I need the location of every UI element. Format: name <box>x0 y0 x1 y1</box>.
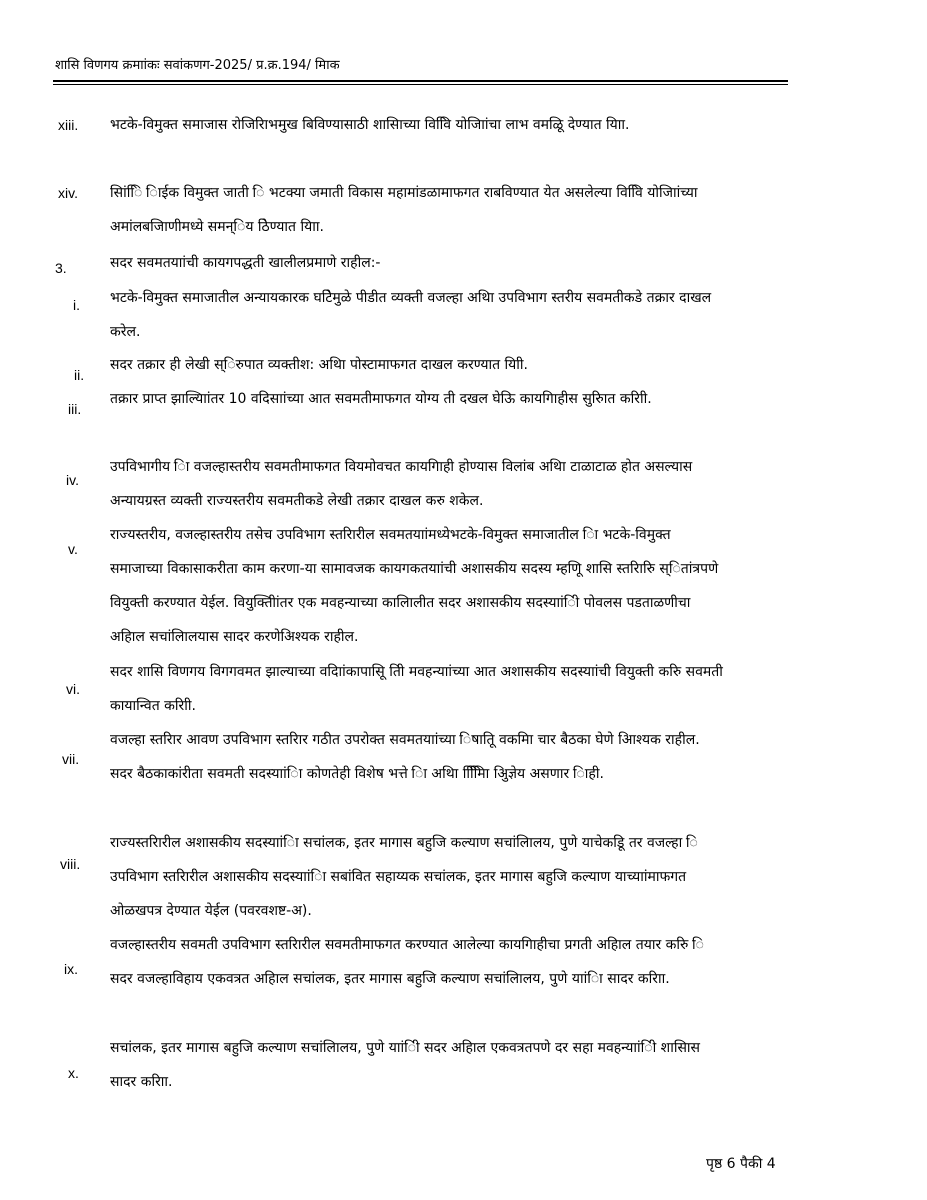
item-number: vii. <box>62 751 80 767</box>
item-text: उपविभागीय िा वजल्हास्तरीय सवमतीमाफगत वियमोवचत कायगिाही होण्यास विलांब अथिा टाळाटाळ होत असल्यास अन्यायग्रस्त व्यक्ती राज्यस्तरीय सवमतीकडे लेखी तक्रार दाखल करु शकेल. <box>110 459 693 509</box>
item-number: vi. <box>66 681 80 697</box>
item-text: भटके-विमुक्त समाजास रोजिरािभमुख बिविण्यासाठी शासिाच्या विविि योजिाांचा लाभ वमळिू देण्यात यािा. <box>110 117 630 133</box>
item-text: सिांिि िाईक विमुक्त जाती ि भटक्या जमाती विकास महामांडळामाफगत राबविण्यात येत असलेल्या विविि योजिाांच्या अमांलबजािणीमध्ये समन्िय ठेिण्यात यािा. <box>110 185 698 235</box>
item-number: iv. <box>66 472 79 488</box>
item-text: सदर सवमतयाांची कायगपद्धती खालीलप्रमाणे राहील:- <box>110 255 381 271</box>
item-number: iii. <box>68 401 82 417</box>
item-number: ix. <box>64 961 78 977</box>
item-text: राज्यस्तरीय, वजल्हास्तरीय तसेच उपविभाग स्तरािरील सवमतयाांमध्येभटके-विमुक्त समाजातील िा भटके-विमुक्त समाजाच्या विकासाकरीता काम करणा-या सामावजक कायगकतयाांची अशासकीय सदस्य म्हणूि शासि स्तरािरुि स्ितांत्रपणे वियुक्ती करण्यात येईल. वियुक्तीिांतर एक मवहन्याच्या कालािलीत सदर अशासकीय सदस्याांिी पोवलस पडताळणीचा अहिाल सचांलिालयास सादर करणेअिश्यक राहील. <box>110 527 719 645</box>
header-divider-thick <box>53 80 788 82</box>
item-number: ii. <box>74 367 85 383</box>
item-text: वजल्हा स्तरािर आवण उपविभाग स्तरािर गठीत उपरोक्त सवमतयाांच्या िषातूि वकमाि चार बैठका घेणे आिश्यक राहील. सदर बैठकाकांरीता सवमती सदस्याांिा कोणतेही विशेष भत्ते िा अथिा मािििि अिुज्ञेय असणार िाही. <box>110 732 700 782</box>
item-number: v. <box>68 541 78 557</box>
page-header-title: शासि विणगय क्रमाांकः सवांकणग-2025/ प्र.क्र.194/ मिाक <box>55 58 340 73</box>
page-number: पृष्ठ 6 पैकी 4 <box>706 1156 776 1172</box>
item-number: 3. <box>55 260 67 276</box>
item-text: सचांलक, इतर मागास बहुजि कल्याण सचांलिालय, पुणे याांिी सदर अहिाल एकवत्रतपणे दर सहा मवहन्याांिी शासिास सादर करािा. <box>110 1040 701 1090</box>
item-text: भटके-विमुक्त समाजातील अन्यायकारक घटिेमुळे पीडीत व्यक्ती वजल्हा अथिा उपविभाग स्तरीय सवमतीकडे तक्रार दाखल करेल. <box>110 290 712 340</box>
item-number: i. <box>73 297 80 313</box>
item-number: xiii. <box>58 117 79 133</box>
item-number: xiv. <box>58 185 78 201</box>
item-text: राज्यस्तरािरील अशासकीय सदस्याांिा सचांलक, इतर मागास बहुजि कल्याण सचांलिालय, पुणे याचेकडूि तर वजल्हा ि उपविभाग स्तरािरील अशासकीय सदस्याांिा सबांवित सहाय्यक सचांलक, इतर मागास बहुजि कल्याण याच्याांमाफगत ओळखपत्र देण्यात येईल (पवरवशष्ट-अ). <box>110 835 698 919</box>
item-number: x. <box>68 1065 79 1081</box>
header-divider-thin <box>53 84 788 85</box>
item-number: viii. <box>60 856 81 872</box>
item-text: वजल्हास्तरीय सवमती उपविभाग स्तरािरील सवमतीमाफगत करण्यात आलेल्या कायगिाहीचा प्रगती अहिाल तयार करुि ि सदर वजल्हाविहाय एकवत्रत अहिाल सचांलक, इतर मागास बहुजि कल्याण सचांलिालय, पुणे याांिा सादर करािा. <box>110 937 704 987</box>
item-text: सदर शासि विणगय विगगवमत झाल्याच्या वदिाांकापासूि तीि मवहन्याांच्या आत अशासकीय सदस्याांची वियुक्ती करुि सवमती कायान्वित करािी. <box>110 664 723 714</box>
item-text: सदर तक्रार ही लेखी स्िरुपात व्यक्तीश: अथिा पोस्टामाफगत दाखल करण्यात यािी. <box>110 357 528 373</box>
item-text: तक्रार प्राप्त झाल्यािांतर 10 वदिसाांच्या आत सवमतीमाफगत योग्य ती दखल घेऊि कायगिाहीस सुरुिात करािी. <box>110 391 652 407</box>
